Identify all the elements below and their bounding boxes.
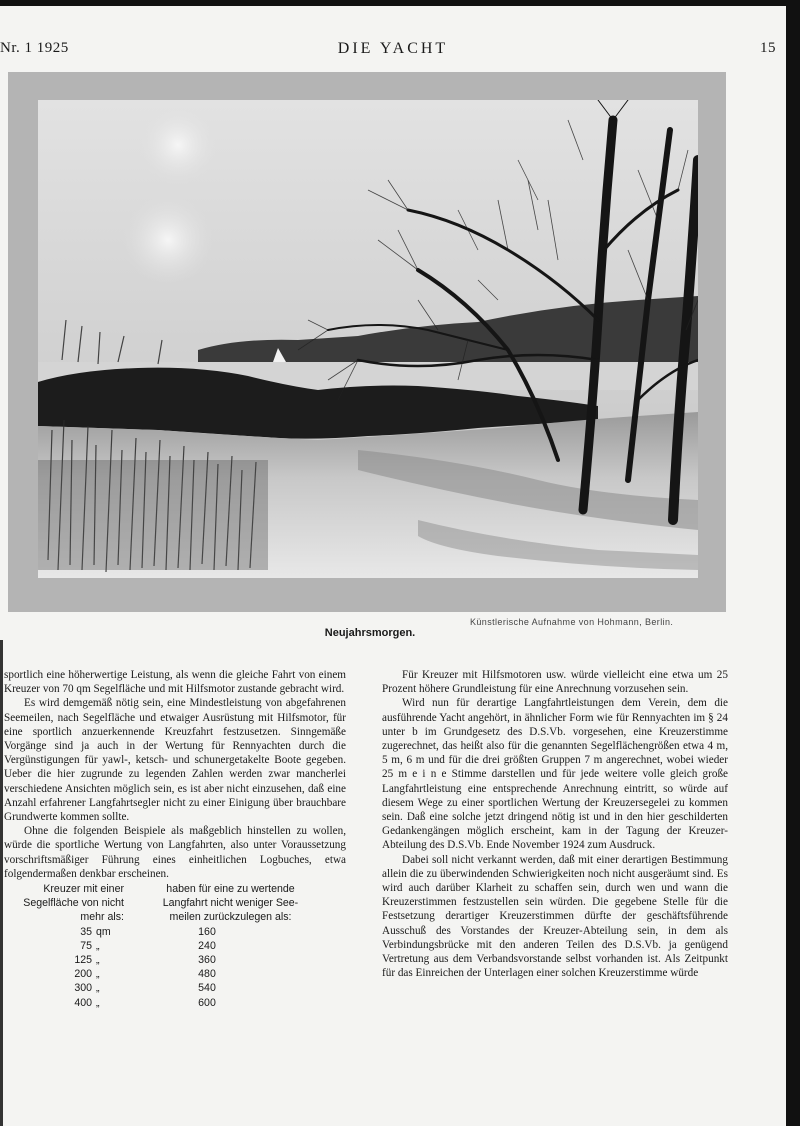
paragraph: Für Kreuzer mit Hilfsmotoren usw. würde vielleicht eine etwa um 25 Prozent höhere Grundleistung für eine Anrechnung vorzusehen sein. [382, 669, 728, 696]
paragraph: Wird nun für derartige Langfahrtleistungen dem Verein, dem die ausführende Yacht angehört, in ähnlicher Form wie für Rennyachten im § 24 unter b im Grundgesetz des D.S.Vb. vorgesehen, eine Kreuzerstimme zugerechnet, das heißt also für die genannten Segelflächengrößen etwa 4 m, 5 m, 6 m und für die drei größten Gruppen 7 m angerechnet, wobei wieder 25 m e i n e Stimme darstellen und für jede weitere volle gleich große Langfahrtleistung eine entsprechende Anrechnung eintritt, so würde auf diesem Wege zu einer sportlichen Wertung der Kreuzersegelei zu kommen sein. Daß eine solche jetzt dringend nötig ist und in den hier geschilderten Gedankengängen möglich erscheint, kam in der Tagung der Kreuzer-Abteilung des D.S.Vb. Ende November 1924 zum Ausdruck. [382, 697, 728, 852]
table-header-miles: haben für eine zu wertende Langfahrt nicht weniger See- meilen zurückzulegen als: [162, 883, 299, 924]
table-row: 75 „ 240 [80, 939, 216, 952]
issue-number: Nr. 1 1925 [0, 40, 69, 56]
scan-top-border [0, 0, 800, 6]
table-header-area: Kreuzer mit einer Segelfläche von nicht mehr als: [23, 883, 124, 924]
table-row: 400 „ 600 [74, 996, 216, 1009]
table-row: 125 „ 360 [74, 954, 216, 967]
magazine-title: DIE YACHT [337, 40, 449, 57]
photo-frame [8, 72, 726, 612]
photo-credit: Künstlerische Aufnahme von Hohmann, Berlin. [470, 617, 674, 627]
paragraph: Es wird demgemäß nötig sein, eine Mindestleistung von abgefahrenen Seemeilen, nach Segelfläche und etwaiger Ausrüstung mit Hilfsmotor, für eine sportlich anzuerkennende Kreuzfahrt festzusetzen. Sinngemäße Vorgänge sind ja auch in der Wertung für Rennyachten durch die Vergünstigungen für yawl-, ketsch- und schunergetakelte Boote gegeben. Ueber die hier zugrunde zu legenden Zahlen werden zwar mancherlei verschiedene Ansichten möglich sein, es ist aber nicht einzusehen, daß eine Anzahl erfahrener Langfahrtsegler nicht zu einer Einigung über brauchbare Grundwerte kommen sollte. [4, 697, 346, 824]
table-row: 35 qm 160 [80, 925, 216, 938]
table-row: 300 „ 540 [74, 982, 216, 995]
right-column [382, 668, 728, 980]
scan-left-edge [0, 640, 3, 1126]
mileage-table [4, 882, 346, 1010]
winter-landscape-photo [38, 100, 698, 578]
paragraph: Dabei soll nicht verkannt werden, daß mit einer derartigen Bestimmung allein die zu überwindenden Schwierigkeiten noch nicht ausgeräumt sind. Es wird auch darüber Klarheit zu schaffen sein, durch wen und wann die Kreuzerstimmen festzustellen sein würden. Die gegebene Stelle für die Festsetzung derartiger Kreuzerstimmen dürfte der geschäftsführende Ausschuß des Vorstandes der Kreuzer-Abteilung sein, in dem als Verbindungsbrücke mit den anderen Teilen des D.S.Vb. ja genügend Vertretung aus dem Verbandsvorstande selbst vorhanden ist. Als Zeitpunkt für das Einreichen der Unterlagen einer solchen Kreuzerstimme würde [382, 853, 728, 980]
table-row: 200 „ 480 [74, 968, 216, 981]
photo-caption: Neujahrsmorgen. [324, 627, 416, 639]
paragraph: Ohne die folgenden Beispiele als maßgeblich hinstellen zu wollen, würde die sportliche Wertung von Langfahrten, also unter Voraussetzung vorschriftsmäßiger Führung eines einheitlichen Logbuches, etwa folgendermaßen denkbar erscheinen. [4, 825, 346, 880]
scan-right-border [786, 0, 800, 1126]
table-header-row [4, 882, 346, 925]
paragraph: sportlich eine höherwertige Leistung, als wenn die gleiche Fahrt von einem Kreuzer von 70 qm Segelfläche und mit Hilfsmotor zustande gebracht wird. [4, 669, 346, 696]
page-number: 15 [760, 40, 776, 56]
left-column [4, 668, 346, 1010]
